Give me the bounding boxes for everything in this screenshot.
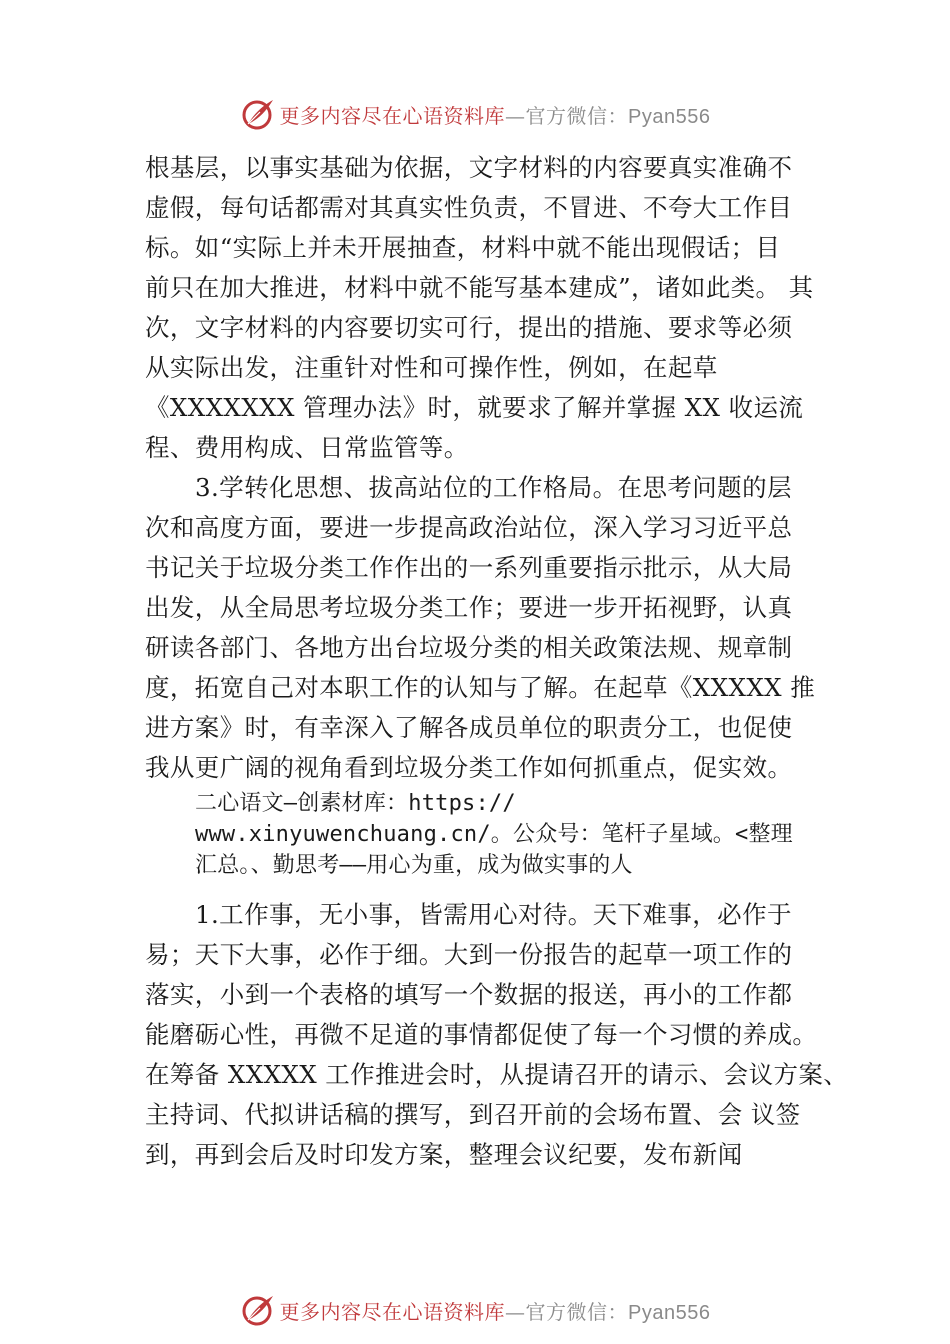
text-line: 书记关于垃圾分类工作作出的一系列重要指示批示，从大局 — [145, 553, 793, 582]
text-line: 次，文字材料的内容要切实可行，提出的措施、要求等必须 — [145, 313, 793, 342]
feather-pen-logo-icon — [240, 1292, 276, 1328]
source-note-line: www.xinyuwenchuang.cn/。公众号：笔杆子星域。<整理 — [195, 822, 793, 847]
text-line: 落实，小到一个表格的填写一个数据的报送，再小的工作都 — [145, 980, 793, 1009]
watermark-contact: Pyan556 — [628, 1301, 711, 1324]
watermark-separator: — — [505, 1299, 526, 1324]
watermark-label: 官方微信： — [525, 1299, 629, 1324]
text-line: 《XXXXXXX 管理办法》时，就要求了解并掌握 XX 收运流 — [145, 393, 804, 422]
section-heading-line: 汇总。、勤思考——用心为重，成为做实事的人 — [195, 853, 633, 878]
text-line: 进方案》时，有幸深入了解各成员单位的职责分工，也促使 — [145, 713, 793, 742]
watermark-text — [280, 100, 711, 129]
watermark-brand: 更多内容尽在心语资料库 — [279, 1299, 506, 1324]
text-line: 虚假，每句话都需对其真实性负责，不冒进、不夸大工作目 — [145, 193, 793, 222]
text-line: 我从更广阔的视角看到垃圾分类工作如何抓重点，促实效。 — [145, 753, 793, 782]
header-watermark — [0, 92, 950, 136]
text-line: 从实际出发，注重针对性和可操作性，例如，在起草 — [145, 353, 718, 382]
source-note-line: 二心语文—创素材库：https:// — [195, 791, 516, 816]
text-line: 出发，从全局思考垃圾分类工作；要进一步开拓视野，认真 — [145, 593, 793, 622]
text-line: 到，再到会后及时印发方案，整理会议纪要，发布新闻 — [145, 1140, 743, 1169]
text-line: 度，拓宽自己对本职工作的认知与了解。在起草《XXXXX 推 — [145, 673, 816, 702]
text-line: 研读各部门、各地方出台垃圾分类的相关政策法规、规章制 — [145, 633, 793, 662]
text-line: 前只在加大推进，材料中就不能写基本建成”，诸如此类。 其 — [145, 273, 814, 302]
watermark-label: 官方微信： — [525, 103, 629, 128]
paragraph-start-line: 3.学转化思想、拔高站位的工作格局。在思考问题的层 — [195, 473, 792, 502]
text-line: 在筹备 XXXXX 工作推进会时，从提请召开的请示、会议方案、 — [145, 1060, 849, 1089]
document-body — [145, 148, 849, 1175]
feather-pen-logo-icon — [240, 96, 276, 132]
watermark-brand: 更多内容尽在心语资料库 — [279, 103, 506, 128]
watermark-separator: — — [505, 103, 526, 128]
watermark-contact: Pyan556 — [628, 105, 711, 128]
paragraph-start-line: 1.工作事，无小事，皆需用心对待。天下难事，必作于 — [195, 900, 792, 929]
text-line: 主持词、代拟讲话稿的撰写，到召开前的会场布置、会 议签 — [145, 1100, 801, 1129]
footer-watermark — [0, 1288, 950, 1332]
text-line: 次和高度方面，要进一步提高政治站位，深入学习习近平总 — [145, 513, 793, 542]
text-line: 能磨砺心性，再微不足道的事情都促使了每一个习惯的养成。 — [145, 1020, 818, 1049]
watermark-text — [280, 1296, 711, 1325]
text-line: 易；天下大事，必作于细。大到一份报告的起草一项工作的 — [145, 940, 793, 969]
text-line: 标。如“实际上并未开展抽查，材料中就不能出现假话；目 — [145, 233, 781, 262]
text-line: 根基层，以事实基础为依据，文字材料的内容要真实准确不 — [145, 153, 793, 182]
text-line: 程、费用构成、日常监管等。 — [145, 433, 469, 462]
